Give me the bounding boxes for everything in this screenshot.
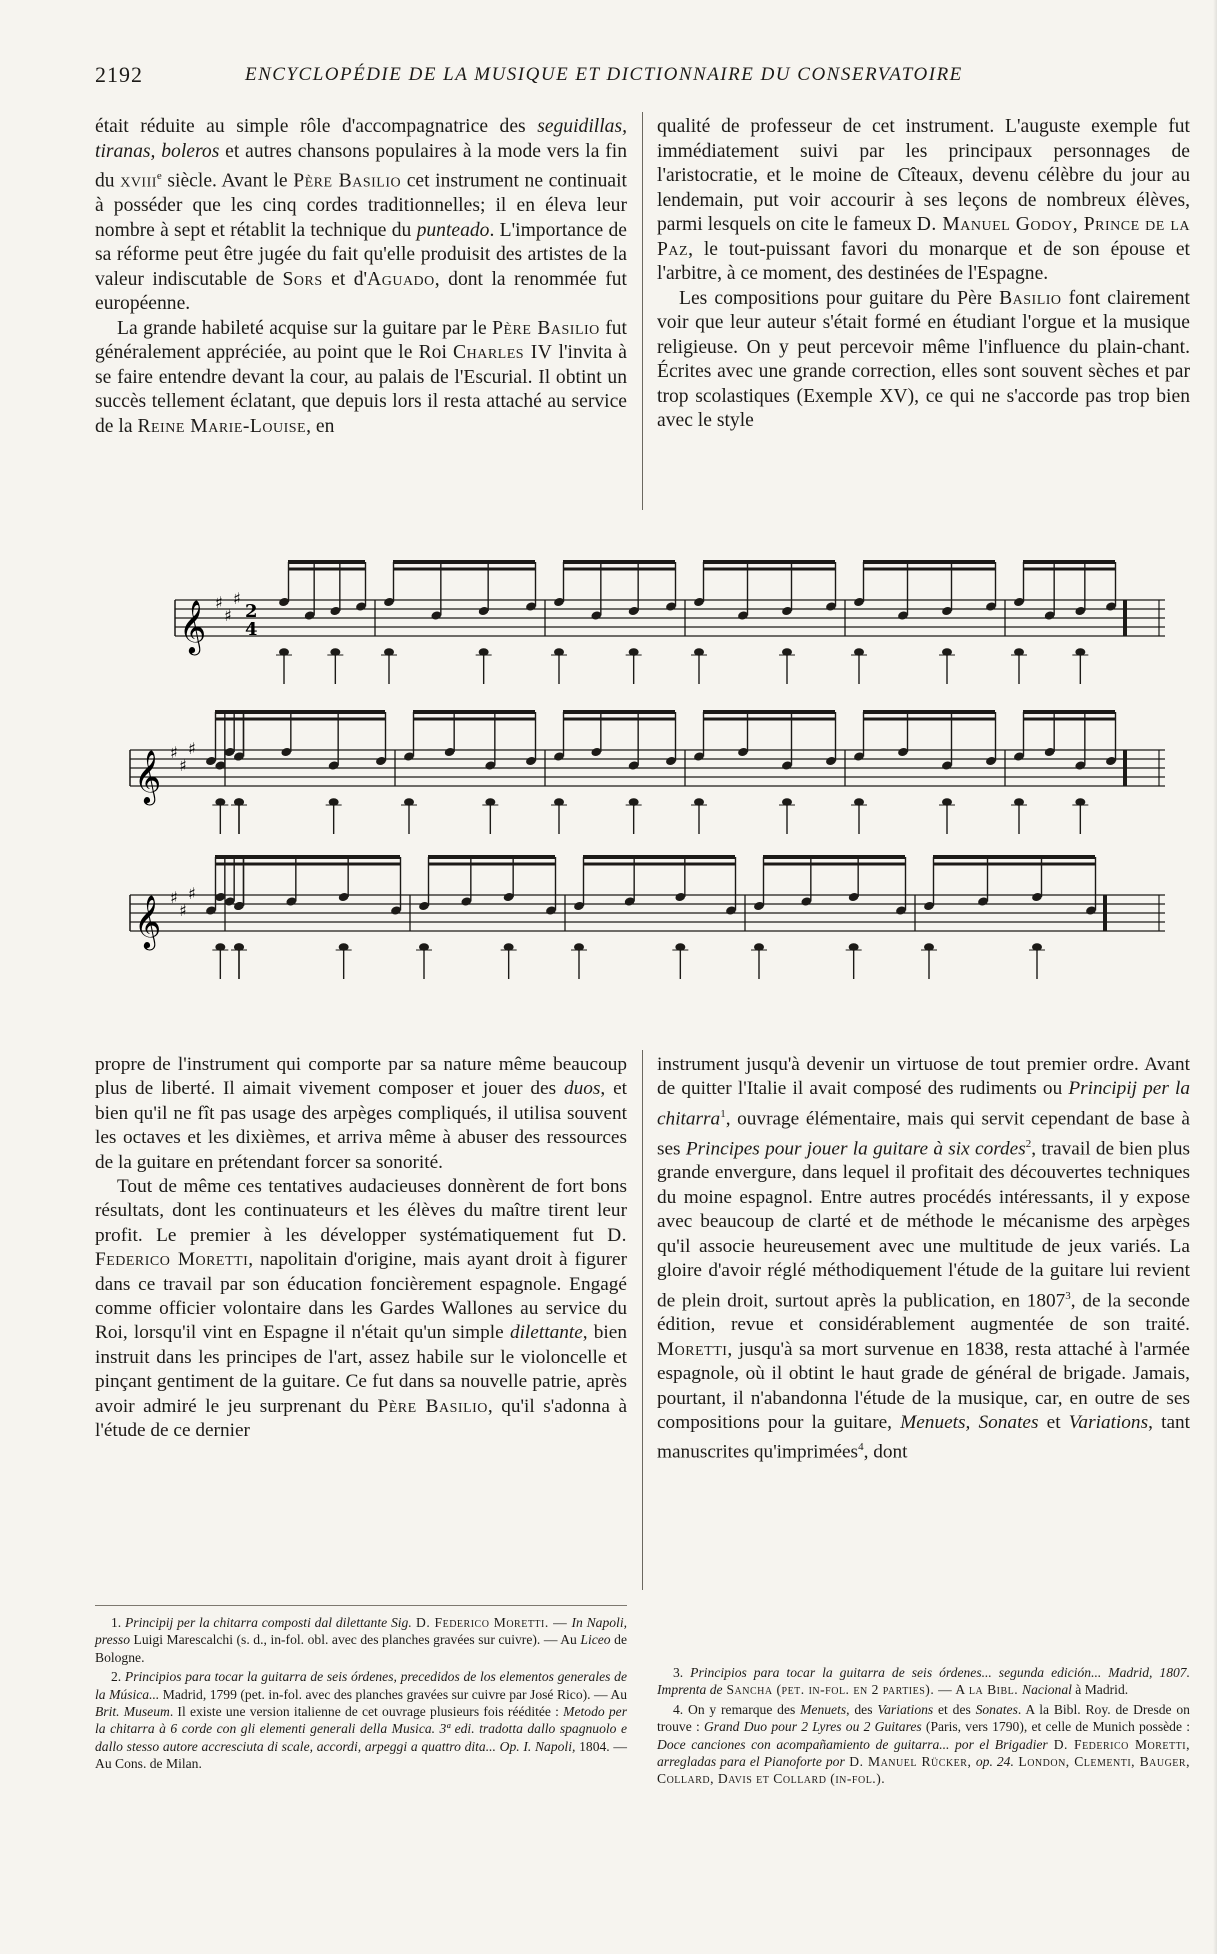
treble-clef-icon: 𝄞 bbox=[134, 894, 162, 948]
column-top-right bbox=[657, 115, 1190, 434]
sharp-icon: ♯ bbox=[188, 884, 196, 903]
footnote-3: 3. Principios para tocar la guitarra de seis órdenes... segunda edición... Madrid, 1807. Imprenta de Sancha (pet. in-fol. en 2 parties). — A la Bibl. Nacional à Madrid. bbox=[657, 1665, 1190, 1698]
music-example bbox=[125, 540, 1170, 1000]
sharp-icon: ♯ bbox=[170, 743, 178, 762]
sharp-icon: ♯ bbox=[170, 888, 178, 907]
running-title: ENCYCLOPÉDIE DE LA MUSIQUE ET DICTIONNAIRE DU CONSERVATOIRE bbox=[245, 64, 963, 85]
page-header bbox=[95, 62, 1170, 92]
column-rule-top bbox=[642, 112, 643, 510]
time-signature-top: 2 bbox=[245, 601, 258, 622]
paragraph: Tout de même ces tentatives audacieuses donnèrent de fort bons résultats, dont les continuateurs et les élèves du maître tirent leur profit. Le premier à les développer systématiquement fut D. Federico Moretti, napolitain d'origine, mais ayant droit à figurer dans ce travail par son éducation foncièrement espagnole. Engagé comme officier volontaire dans les Gardes Wallones au service du Roi, lorsqu'il vint en Espagne il n'était qu'un simple dilettante, bien instruit dans les principes de l'art, assez habile sur le violoncelle et pinçant gentiment de la guitare. Ce fut dans sa nouvelle patrie, après avoir admiré le jeu surprenant du Père Basilio, qu'il s'adonna à l'étude de ce dernier bbox=[95, 1176, 628, 1442]
column-bottom-left bbox=[95, 1053, 627, 1444]
footnotes-left bbox=[95, 1614, 627, 1775]
paragraph: instrument jusqu'à devenir un virtuose de tout premier ordre. Avant de quitter l'Italie il avait composé des rudiments ou Principij per la chitarra$^1$, ouvrage élémentaire, mais qui servit cependant de base à ses Principes pour jouer la guitare à six cordes$^2$, travail de bien plus grande envergure, dans lequel il profitait des découvertes techniques du moine espagnol. Entre autres procédés intéressants, il y expose avec beaucoup de clarté et de méthode le mécanisme des arpèges qu'il associe heureusement avec une multitude de jeux variés. La gloire d'avoir réglé méthodiquement l'étude de la guitare lui revient de plein droit, surtout après la publication, en 1807$^3$, de la seconde édition, revue et considérablement augmentée de son traité. Moretti, jusqu'à sa mort survenue en 1838, resta attaché à l'armée espagnole, où il obtint le haut grade de général de brigade. Jamais, pourtant, il n'abandonna l'étude de la musique, car, en outre de ses compositions pour la guitare, Menuets, Sonates et Variations, tant manuscrites qu'imprimées$^4$, dont bbox=[657, 1054, 1190, 1463]
treble-clef-icon: 𝄞 bbox=[179, 599, 207, 653]
paragraph: qualité de professeur de cet instrument. L'auguste exemple fut immédiatement suivi par les principaux personnages de l'aristocratie, et le moine de Cîteaux, devenu célèbre du jour au lendemain, put voir accourir à ses leçons de nombreux élèves, parmi lesquels on cite le fameux D. Manuel Godoy, Prince de la Paz, le tout-puissant favori du monarque et de son épouse et l'arbitre, à ce moment, des destinées de l'Espagne. bbox=[657, 116, 1190, 284]
page-edge bbox=[1213, 0, 1217, 1954]
column-rule-bottom bbox=[642, 1050, 643, 1590]
paragraph: La grande habileté acquise sur la guitare par le Père Basilio fut généralement appréciée, au point que le Roi Charles IV l'invita à se faire entendre devant la cour, au palais de l'Escurial. Il obtint un succès tellement éclatant, que depuis lors il resta attaché au service de la Reine Marie-Louise, en bbox=[95, 317, 627, 437]
column-top-left bbox=[95, 115, 627, 439]
paragraph: Les compositions pour guitare du Père Basilio font clairement voir que leur auteur s'était formé en étudiant l'orgue et la musique religieuse. On y peut percevoir même l'influence du plain-chant. Écrites avec une grande correction, elles sont souvent sèches et par trop scolastiques (Exemple XV), ce qui ne s'accorde pas trop bien avec le style bbox=[657, 287, 1190, 431]
music-staves bbox=[130, 562, 1165, 979]
sharp-icon: ♯ bbox=[215, 593, 223, 612]
footnote-4: 4. On y remarque des Menuets, des Variations et des Sonates. A la Bibl. Roy. de Dresde on trouve : Grand Duo pour 2 Lyres ou 2 Guitares (Paris, vers 1790), et celle de Munich possède : Doce canciones con acompañamiento de guitarra... por el Brigadier D. Federico Moretti, arregladas para el Pianoforte por D. Manuel Rücker, op. 24. London, Clementi, Bauger, Collard, Davis et Collard (in-fol.). bbox=[657, 1701, 1191, 1787]
sharp-icon: ♯ bbox=[224, 606, 232, 625]
column-bottom-right bbox=[657, 1053, 1190, 1465]
sharp-icon: ♯ bbox=[179, 901, 187, 920]
footnote-1: 1. Principij per la chitarra composti dal dilettante Sig. D. Federico Moretti. — In Napoli, presso Luigi Marescalchi (s. d., in-fol. obl. avec des planches gravées sur cuivre). — Au Liceo de Bologne. bbox=[95, 1615, 628, 1665]
sharp-icon: ♯ bbox=[179, 756, 187, 775]
paragraph: était réduite au simple rôle d'accompagnatrice des seguidillas, tiranas, boleros et autres chansons populaires à la mode vers la fin du xviii$^e$ siècle. Avant le Père Basilio cet instrument ne continuait à posséder que les cinq cordes traditionnelles; il en éleva leur nombre à sept et rétablit la technique du punteado. L'importance de sa réforme peut être jugée du fait qu'elle produisit des artistes de la valeur indiscutable de Sors et d'Aguado, dont la renommée fut européenne. bbox=[95, 116, 627, 315]
footnote-2: 2. Principios para tocar la guitarra de seis órdenes, precedidos de los elementos generales de la Música... Madrid, 1799 (pet. in-fol. avec des planches gravées sur cuivre par José Rico). — Au Brit. Museum. Il existe une version italienne de cet ouvrage plusieurs fois rééditée : Metodo per la chitarra à 6 corde con gli elementi generali della Musica. 3ª edi. tradotta dallo spagnuolo e dallo stesso autore accresciuta di scale, accordi, arpeggi a quattro dita... Op. I. Napoli, 1804. — Au Cons. de Milan. bbox=[95, 1669, 628, 1772]
page-number: 2192 bbox=[95, 62, 143, 87]
treble-clef-icon: 𝄞 bbox=[134, 749, 162, 803]
paragraph: propre de l'instrument qui comporte par sa nature même beaucoup plus de liberté. Il aimait vivement composer et jouer des duos, et bien qu'il ne fît pas usage des arpèges compliqués, il utilisa souvent les octaves et les dixièmes, et arriva même à abuser des ressources de la guitare en prétendant forcer sa sonorité. bbox=[95, 1054, 627, 1173]
sharp-icon: ♯ bbox=[188, 739, 196, 758]
sharp-icon: ♯ bbox=[233, 589, 241, 608]
footnote-rule bbox=[95, 1605, 627, 1606]
footnotes-right bbox=[657, 1664, 1190, 1790]
time-signature-bottom: 4 bbox=[245, 619, 258, 640]
